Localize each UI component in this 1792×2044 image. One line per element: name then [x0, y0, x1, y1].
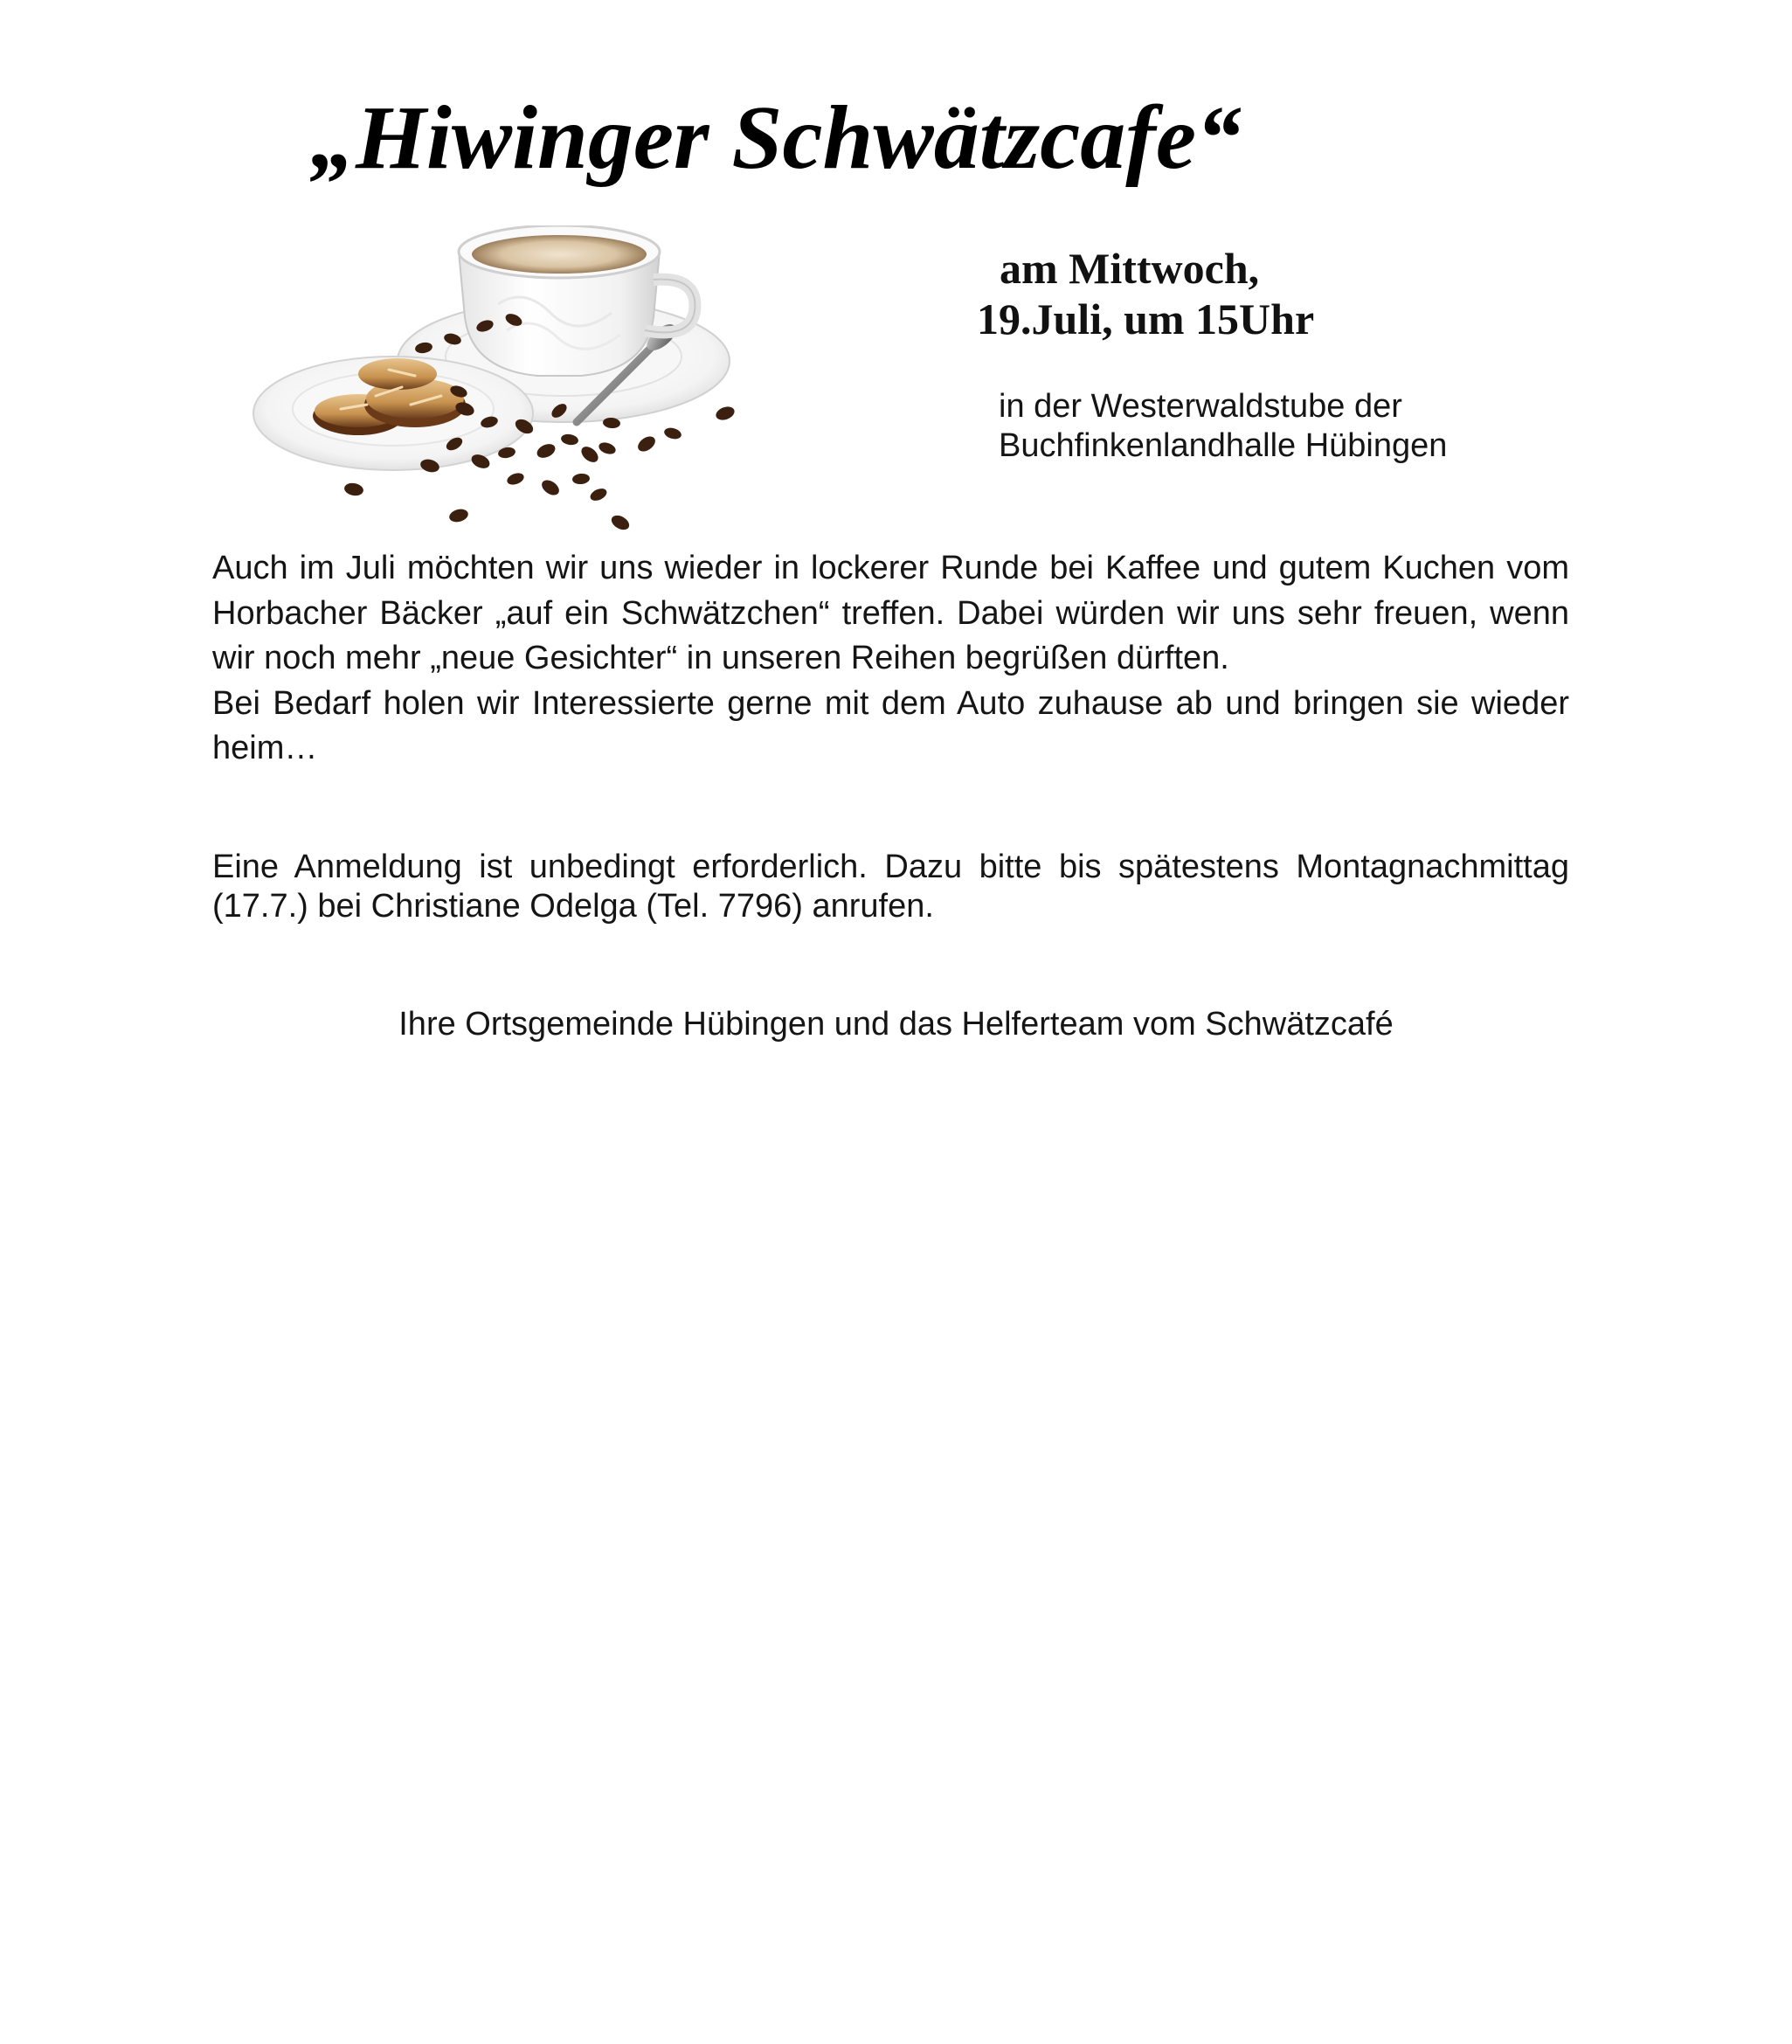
page-title: „Hiwinger Schwätzcafe“ — [310, 87, 1242, 188]
event-date-time — [977, 243, 1501, 344]
invitation-paragraph — [212, 546, 1569, 772]
event-venue — [999, 387, 1593, 466]
registration-paragraph — [212, 848, 1569, 926]
invitation-text: Auch im Juli möchten wir uns wieder in lockerer Runde bei Kaffee und gutem Kuchen vom Horbacher Bäcker „auf ein Schwätzchen“ treffen. Dabei würden wir uns sehr freuen, wenn wir noch mehr „neue Gesichter“ in unseren Reihen begrüßen dürften. — [212, 550, 1569, 676]
event-weekday: am Mittwoch, — [1000, 244, 1260, 293]
pickup-text: Bei Bedarf holen wir Interessierte gerne mit dem Auto zuhause ab und bringen sie wieder heim… — [212, 684, 1569, 766]
coffee-cup-with-cookies-icon — [236, 225, 874, 540]
venue-line-1: in der Westerwaldstube der — [999, 388, 1402, 425]
venue-line-2: Buchfinkenlandhalle Hübingen — [999, 427, 1448, 464]
signature: Ihre Ortsgemeinde Hübingen und das Helferteam vom Schwätzcafé — [398, 1006, 1394, 1043]
event-date: 19.Juli, um 15Uhr — [977, 294, 1315, 343]
registration-text: Eine Anmeldung ist unbedingt erforderlich. Dazu bitte bis spätestens Montagnachmittag (17.7.) bei Christiane Odelga (Tel. 7796) anrufen. — [212, 849, 1569, 925]
